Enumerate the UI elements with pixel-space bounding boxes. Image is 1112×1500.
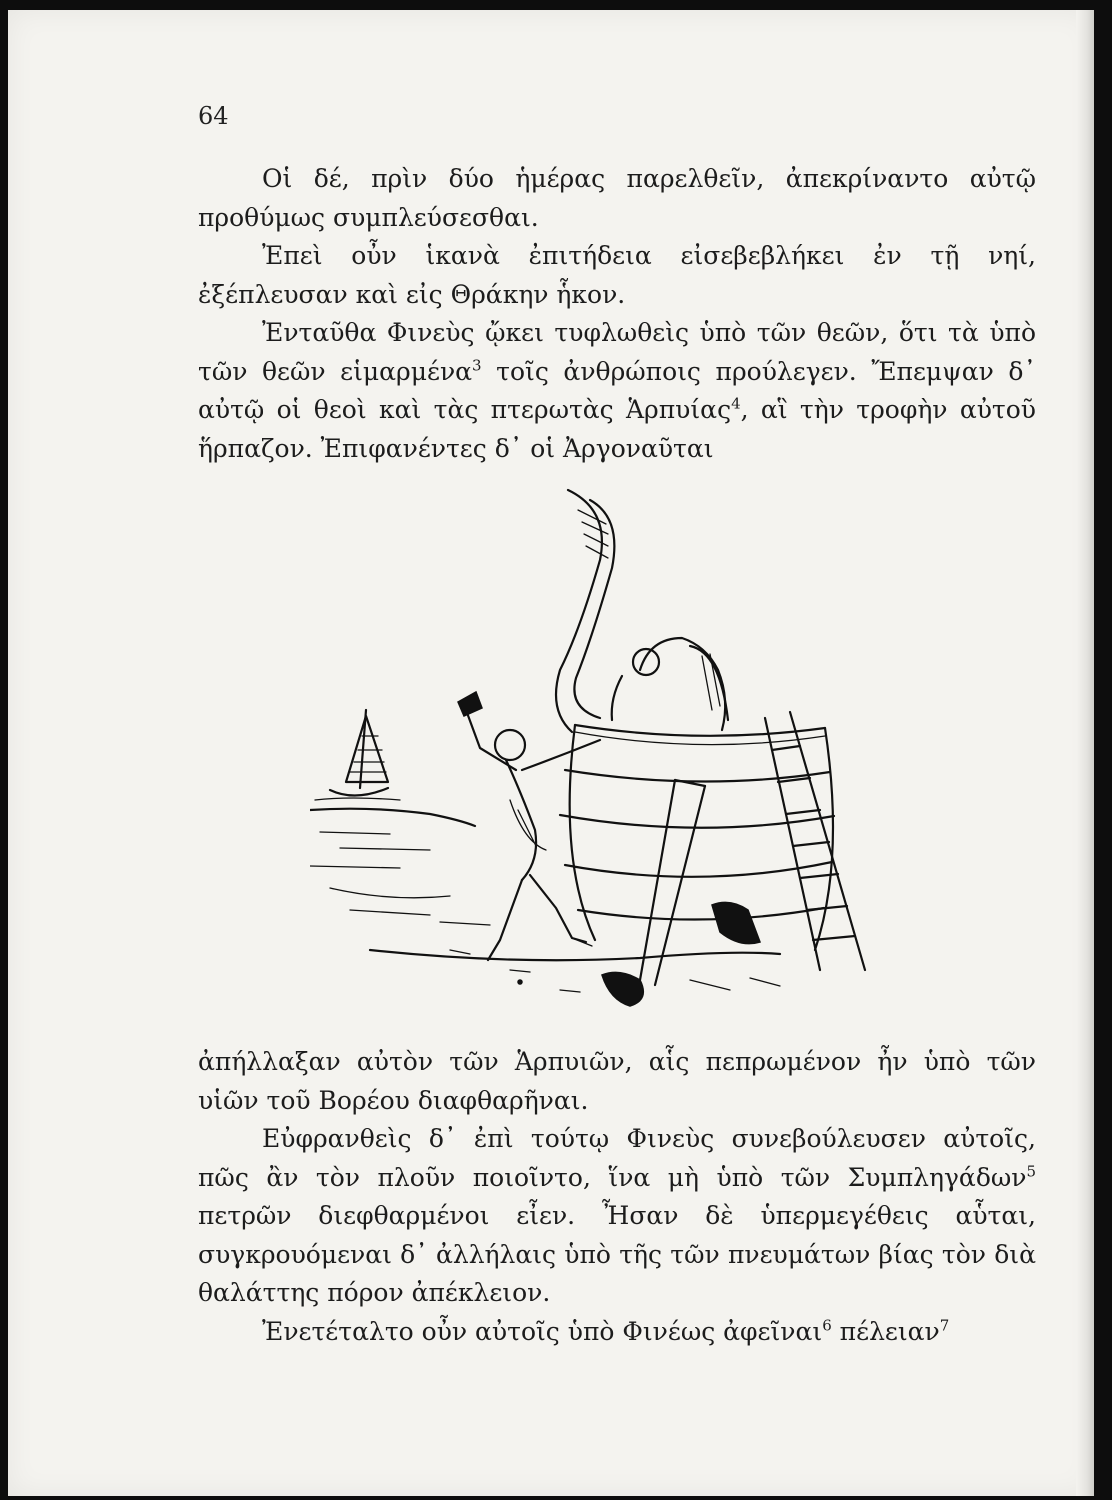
paragraph: ἀπήλλαξαν αὐτὸν τῶν Ἁρπυιῶν, αἷς πεπρωμένον ἦν ὑπὸ τῶν υἱῶν τοῦ Βορέου διαφθαρῆναι. bbox=[198, 1047, 1036, 1115]
leaning-figure bbox=[612, 638, 728, 730]
footnote-ref: 4 bbox=[731, 394, 741, 413]
paragraph: Ἐνταῦθα Φινεὺς ᾤκει τυφλωθεὶς ὑπὸ τῶν θεῶν, ὅτι τὰ ὑπὸ τῶν θεῶν εἱμαρμένα$^3$ τοῖς ἀνθρώποις προύλεγεν. Ἔπεμψαν δ᾽ αὐτῷ οἱ θεοὶ καὶ τὰς πτερωτὰς Ἁρπυίας$^4$, αἳ τὴν τροφὴν αὐτοῦ ἥρπαζον. Ἐπιφανέντες δ᾽ οἱ Ἀργοναῦται bbox=[198, 318, 1036, 463]
text-block-bottom bbox=[198, 1043, 1036, 1351]
sea-waves bbox=[310, 809, 780, 961]
plank bbox=[602, 780, 705, 1006]
text-block-top bbox=[198, 160, 1036, 468]
barrel bbox=[560, 725, 834, 950]
paragraph: Εὐφρανθεὶς δ᾽ ἐπὶ τούτῳ Φινεὺς συνεβούλευσεν αὐτοῖς, πῶς ἂν τὸν πλοῦν ποιοῖντο, ἵνα μὴ ὑπὸ τῶν Συμπληγάδων$^5$ πετρῶν διεφθαρμένοι εἶεν. Ἦσαν δὲ ὑπερμεγέθεις αὗται, συγκρουόμεναι δ᾽ ἀλλήλαις ὑπὸ τῆς τῶν πνευμάτων βίας τὸν διὰ θαλάττης πόρον ἀπέκλειον. bbox=[198, 1124, 1036, 1307]
page-edge bbox=[1076, 10, 1094, 1496]
footnote-ref: 3 bbox=[472, 356, 482, 375]
page-number: 64 bbox=[198, 102, 229, 130]
ladder bbox=[765, 712, 865, 970]
paragraph: Ἐπεὶ οὖν ἱκανὰ ἐπιτήδεια εἰσεβεβλήκει ἐν τῇ νηί, ἐξέπλευσαν καὶ εἰς Θράκην ἧκον. bbox=[198, 241, 1036, 309]
harpy-tail bbox=[556, 490, 614, 732]
illustration bbox=[310, 470, 930, 1030]
footnote-ref: 6 bbox=[822, 1316, 832, 1335]
paragraph: Ἐνετέταλτο οὖν αὐτοῖς ὑπὸ Φινέως ἀφεῖναι$^6$ πέλειαν$^7$ bbox=[262, 1316, 950, 1346]
illustration-drawing bbox=[310, 470, 930, 1030]
paragraph: Οἱ δέ, πρὶν δύο ἡμέρας παρελθεῖν, ἀπεκρίναντο αὐτῷ προθύμως συμπλεύσεσθαι. bbox=[198, 164, 1036, 232]
footnote-ref: 5 bbox=[1026, 1162, 1036, 1181]
ship-icon bbox=[315, 710, 400, 800]
footnote-ref: 7 bbox=[939, 1316, 950, 1335]
ground-marks bbox=[450, 950, 580, 992]
